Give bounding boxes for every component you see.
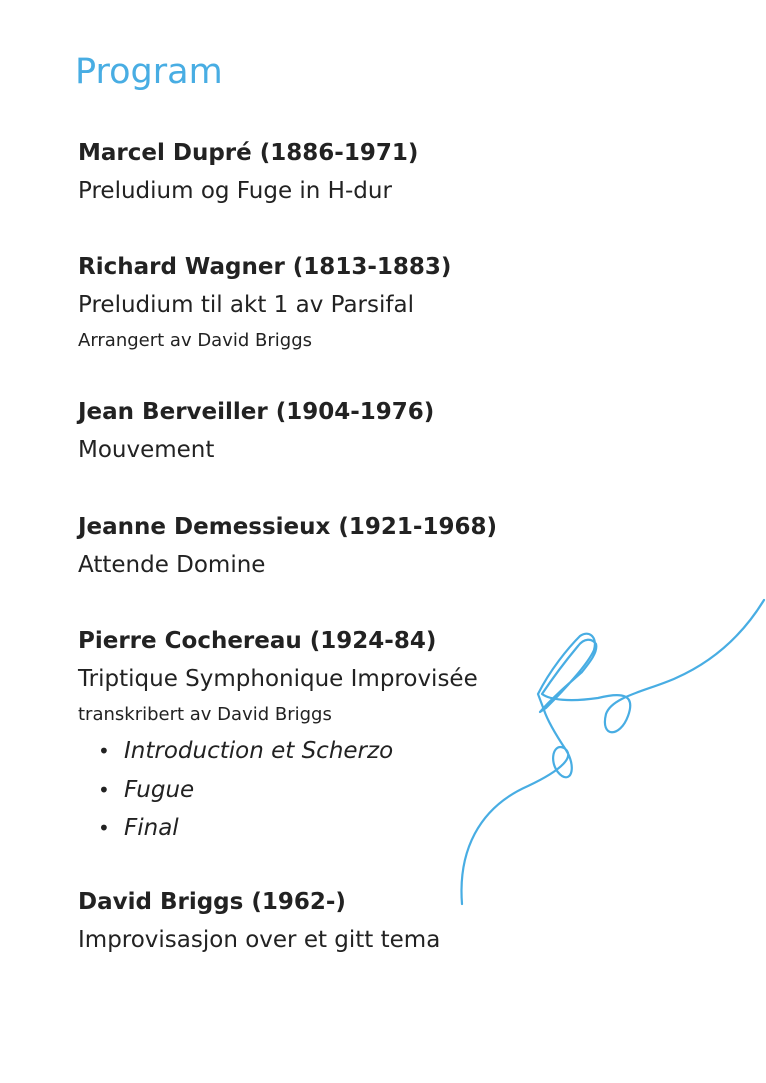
arrangement-note: Arrangert av David Briggs [78,330,312,351]
bullet-icon: • [98,777,110,802]
program-entry-briggs [78,883,440,959]
composer-name: Jean Berveiller (1904-1976) [78,399,435,425]
composer-name: Marcel Dupré (1886-1971) [78,140,419,166]
composer-name: David Briggs (1962-) [78,889,346,915]
movement-title: Fugue [124,776,195,803]
work-title: Preludium og Fuge in H-dur [78,178,392,204]
movement-title: Introduction et Scherzo [124,738,394,764]
composer-name: Richard Wagner (1813-1883) [78,254,452,280]
page-title: Program [75,52,223,92]
program-entry-demessieux [78,508,497,584]
composer-name: Pierre Cochereau (1924-84) [78,628,437,654]
list-item [78,809,478,848]
bullet-icon: • [98,739,110,763]
program-entry-dupre [78,134,418,210]
program-entry-cochereau [78,622,478,848]
movement-list [78,732,478,848]
program-entry-berveiller [78,393,434,469]
movement-title: Final [124,815,179,841]
work-title: Attende Domine [78,552,266,578]
work-title: Mouvement [78,437,215,463]
list-item [78,732,478,771]
work-title: Preludium til akt 1 av Parsifal [78,292,414,318]
work-title: Triptique Symphonique Improvisée [78,666,478,692]
composer-name: Jeanne Demessieux (1921-1968) [78,514,497,540]
transcription-note: transkribert av David Briggs [78,704,332,725]
music-note-line-art-icon [450,590,766,920]
list-item [78,771,478,810]
bullet-icon: • [98,816,110,840]
program-entry-wagner [78,248,451,358]
work-title: Improvisasjon over et gitt tema [78,927,441,953]
